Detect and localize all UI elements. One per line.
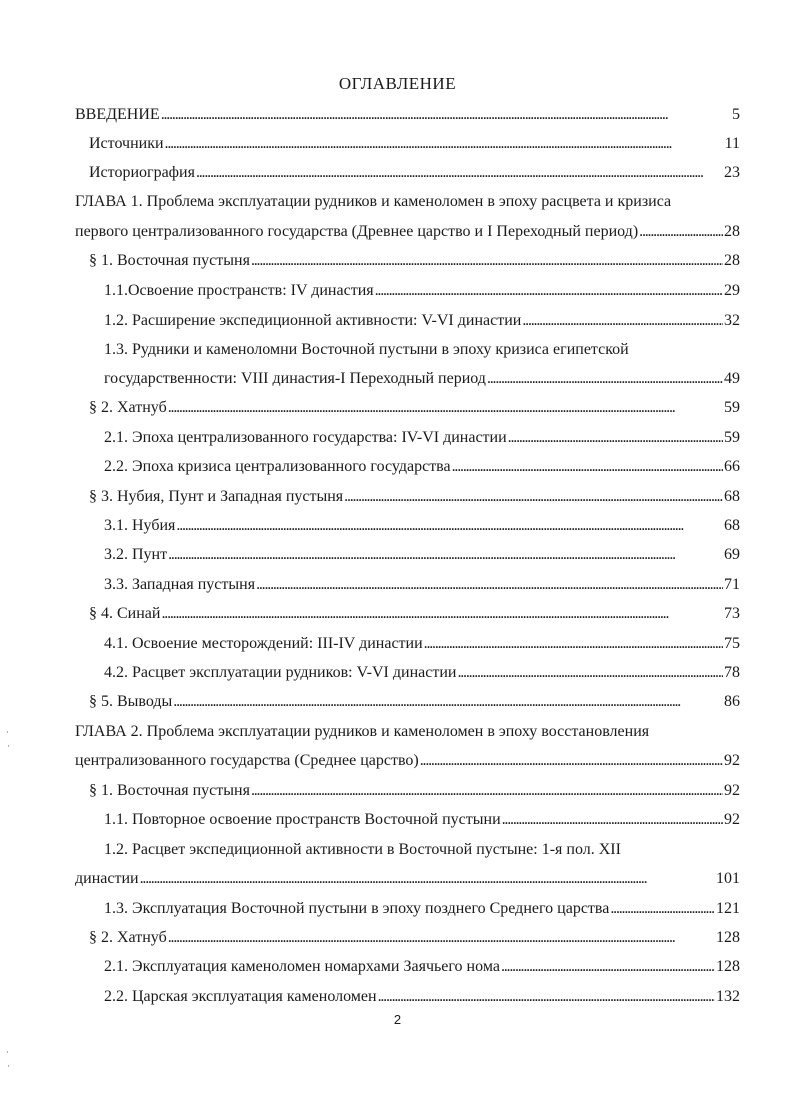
toc-leader-dots [168, 928, 715, 948]
toc-entry-page: 92 [724, 811, 740, 828]
toc-entry-page: 68 [724, 488, 740, 505]
toc-entry-label: 1.3. Эксплуатация Восточной пустыни в эпоху позднего Среднего царства [104, 900, 610, 917]
toc-entry-label: § 1. Восточная пустыня [89, 252, 250, 269]
toc-entry-ch1-s1-3-line2 [104, 369, 740, 389]
toc-leader-dots [256, 575, 723, 595]
toc-entry-ch1-s3-2 [104, 545, 740, 565]
toc-entry-ch2-s1-2-line1: 1.2. Расцвет экспедиционной активности в Восточной пустыне: 1-я пол. XII [104, 841, 621, 858]
toc-leader-dots [502, 810, 723, 830]
toc-leader-dots [344, 487, 723, 507]
toc-entry-historiography [89, 163, 740, 183]
toc-leader-dots [420, 751, 723, 771]
toc-entry-page: 121 [716, 900, 740, 917]
toc-leader-dots [508, 428, 723, 448]
toc-chapter-1-heading-line1: ГЛАВА 1. Проблема эксплуатации рудников и каменоломен в эпоху расцвета и кризиса [75, 193, 672, 210]
toc-entry-ch2-s1 [89, 781, 740, 801]
toc-entry-page: 23 [724, 164, 740, 181]
toc-entry-ch1-s3 [89, 487, 740, 507]
toc-entry-label: государственности: VIII династия-I Переходный период [104, 370, 486, 387]
toc-leader-dots [522, 311, 723, 331]
toc-entry-page: 68 [724, 517, 740, 534]
toc-entry-ch2-s1-1 [104, 810, 740, 830]
toc-entry-label: Историография [89, 164, 195, 181]
toc-entry-ch1-s4 [89, 604, 740, 624]
toc-entry-ch2-s1-2-line2 [75, 869, 740, 889]
toc-entry-page: 92 [724, 752, 740, 769]
toc-entry-label: § 3. Нубия, Пунт и Западная пустыня [89, 488, 344, 505]
toc-entry-ch1-s3-1 [104, 516, 740, 536]
toc-entry-ch1-s2 [89, 398, 740, 418]
toc-chapter-2-heading-line1: ГЛАВА 2. Проблема эксплуатации рудников и каменоломен в эпоху восстановления [75, 723, 650, 740]
toc-entry-page: 71 [724, 576, 740, 593]
toc-entry-label: § 2. Хатнуб [89, 929, 167, 946]
toc-entry-page: 128 [716, 929, 740, 946]
toc-entry-label: 1.1.Освоение пространств: IV династия [104, 282, 374, 299]
scan-speck: · [7, 742, 10, 752]
toc-leader-dots [140, 869, 715, 889]
toc-leader-dots [424, 634, 723, 654]
toc-entry-page: 73 [724, 605, 740, 622]
toc-entry-ch1-s2-1 [104, 428, 740, 448]
toc-leader-dots [251, 781, 723, 801]
toc-entry-label: 2.2. Эпоха кризиса централизованного государства [104, 458, 451, 475]
toc-entry-label: 3.3. Западная пустыня [104, 576, 256, 593]
toc-entry-page: 59 [724, 399, 740, 416]
toc-entry-label: 3.1. Нубия [104, 517, 176, 534]
toc-entry-page: 28 [724, 223, 740, 240]
toc-chapter-2-heading-line2 [75, 751, 740, 771]
toc-leader-dots [168, 545, 723, 565]
toc-leader-dots [610, 899, 715, 919]
toc-leader-dots [168, 398, 723, 418]
toc-entry-label: 2.1. Эксплуатация каменоломен номархами Заячьего нома [104, 958, 500, 975]
toc-entry-page: 49 [724, 370, 740, 387]
toc-entry-page: 5 [732, 106, 740, 123]
toc-entry-ch2-s2-2 [104, 987, 740, 1007]
toc-entry-label: первого централизованного государства (Древнее царство и I Переходный период) [75, 223, 639, 240]
toc-entry-label: династии [75, 870, 139, 887]
toc-leader-dots [457, 663, 723, 683]
toc-entry-page: 92 [724, 782, 740, 799]
toc-leader-dots [378, 987, 715, 1007]
toc-leader-dots [375, 281, 723, 301]
toc-entry-label: 2.1. Эпоха централизованного государства: IV-VI династии [104, 429, 507, 446]
toc-entry-label: 3.2. Пунт [104, 546, 168, 563]
toc-leader-dots [251, 251, 723, 271]
toc-leader-dots [487, 369, 723, 389]
toc-entry-page: 28 [724, 252, 740, 269]
toc-entry-page: 59 [724, 429, 740, 446]
toc-entry-ch1-s1 [89, 251, 740, 271]
toc-entry-label: централизованного государства (Среднее царство) [75, 752, 419, 769]
toc-entry-label: 1.1. Повторное освоение пространств Восточной пустыни [104, 811, 501, 828]
toc-entry-ch1-s5 [89, 692, 740, 712]
toc-leader-dots [639, 222, 723, 242]
toc-entry-page: 66 [724, 458, 740, 475]
scan-speck: · [7, 1062, 10, 1072]
toc-entry-sources [89, 134, 740, 154]
toc-entry-ch1-s1-1 [104, 281, 740, 301]
toc-entry-label: § 5. Выводы [89, 693, 173, 710]
toc-entry-label: 2.2. Царская эксплуатация каменоломен [104, 988, 377, 1005]
toc-leader-dots [173, 692, 723, 712]
toc-entry-ch2-s2 [89, 928, 740, 948]
toc-entry-page: 75 [724, 635, 740, 652]
toc-leader-dots [161, 105, 731, 125]
toc-leader-dots [196, 163, 723, 183]
toc-entry-ch1-s1-3-line1: 1.3. Рудники и каменоломни Восточной пустыни в эпоху кризиса египетской [104, 341, 629, 358]
toc-entry-page: 32 [724, 312, 740, 329]
toc-leader-dots [165, 134, 724, 154]
toc-leader-dots [176, 516, 723, 536]
toc-entry-ch2-s1-3 [104, 899, 740, 919]
toc-chapter-1-heading-line2 [75, 222, 740, 242]
toc-title: ОГЛАВЛЕНИЕ [338, 74, 457, 93]
toc-entry-page: 128 [716, 958, 740, 975]
scan-speck: · [6, 728, 9, 738]
toc-entry-page: 132 [716, 988, 740, 1005]
toc-entry-page: 101 [716, 870, 740, 887]
toc-entry-ch1-s4-2 [104, 663, 740, 683]
toc-entry-label: § 1. Восточная пустыня [89, 782, 250, 799]
toc-leader-dots [452, 457, 723, 477]
toc-entry-introduction [75, 105, 740, 125]
toc-entry-page: 29 [724, 282, 740, 299]
toc-entry-label: ВВЕДЕНИЕ [75, 106, 160, 123]
toc-entry-page: 69 [724, 546, 740, 563]
toc-entry-ch1-s1-2 [104, 311, 740, 331]
toc-entry-ch1-s2-2 [104, 457, 740, 477]
toc-entry-label: 4.2. Расцвет эксплуатации рудников: V-VI династии [104, 664, 457, 681]
toc-entry-label: § 4. Синай [89, 605, 161, 622]
toc-entry-ch1-s4-1 [104, 634, 740, 654]
page-number: 2 [393, 1012, 402, 1027]
toc-entry-page: 11 [724, 135, 740, 152]
toc-entry-page: 78 [724, 664, 740, 681]
toc-entry-page: 86 [724, 693, 740, 710]
scan-speck: · [6, 1048, 9, 1058]
toc-entry-label: § 2. Хатнуб [89, 399, 167, 416]
toc-entry-label: Источники [89, 135, 164, 152]
toc-entry-ch2-s2-1 [104, 957, 740, 977]
toc-entry-label: 1.2. Расширение экспедиционной активности: V-VI династии [104, 312, 522, 329]
toc-leader-dots [161, 604, 723, 624]
toc-entry-ch1-s3-3 [104, 575, 740, 595]
toc-leader-dots [501, 957, 715, 977]
toc-entry-label: 4.1. Освоение месторождений: III-IV династии [104, 635, 423, 652]
